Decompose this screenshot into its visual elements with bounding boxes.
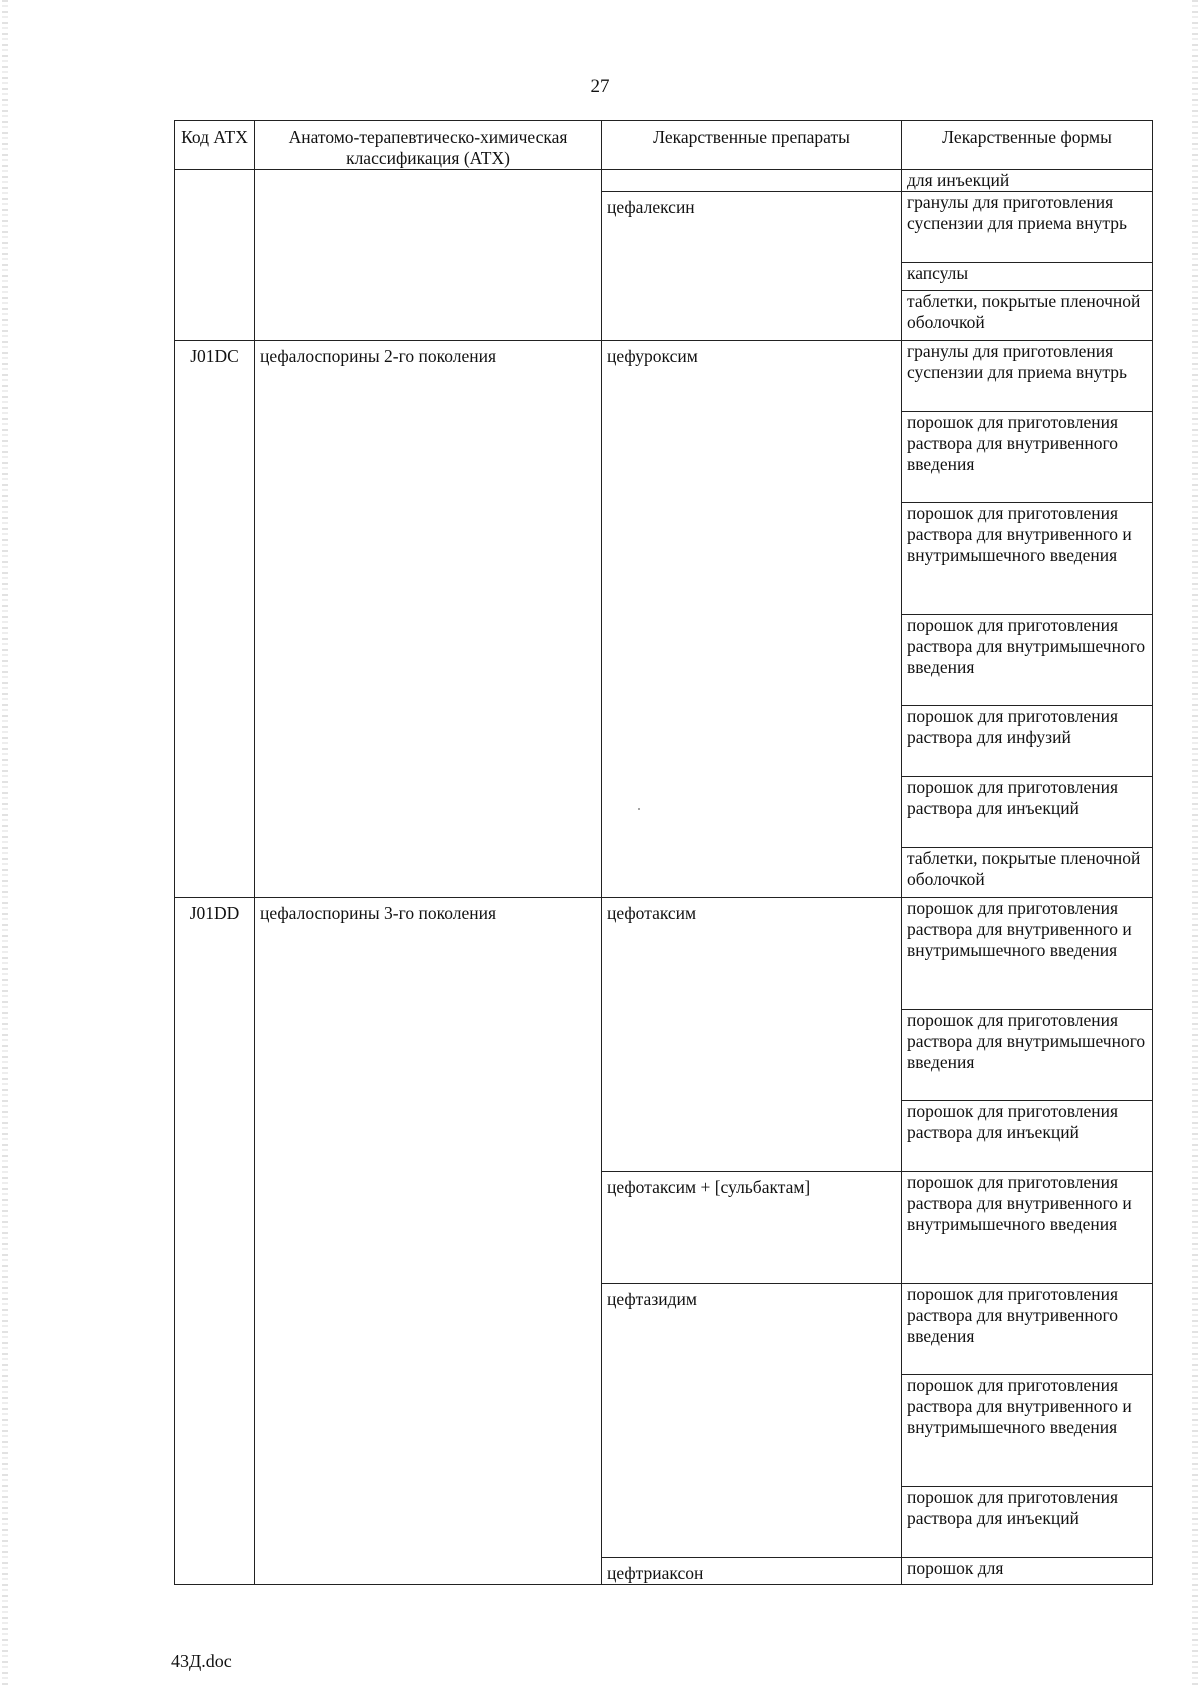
dosage-form-cell: порошок для приготовления раствора для внутривенного и внутримышечного введения bbox=[902, 898, 1153, 1010]
scan-edge-right bbox=[1192, 0, 1198, 1686]
atx-classification-cell: цефалоспорины 2-го поколения bbox=[255, 341, 602, 898]
footer-filename: 43Д.doc bbox=[171, 1651, 232, 1671]
atx-classification-cell bbox=[255, 170, 602, 341]
dosage-form-cell: порошок для приготовления раствора для внутривенного и внутримышечного введения bbox=[902, 1375, 1153, 1487]
drug-name-cell: цефтриаксон bbox=[602, 1558, 902, 1585]
dosage-form-cell: порошок для приготовления раствора для внутривенного введения bbox=[902, 412, 1153, 503]
header-forms: Лекарственные формы bbox=[902, 121, 1153, 170]
dosage-form-cell: порошок для приготовления раствора для инъекций bbox=[902, 777, 1153, 848]
page-number: 27 bbox=[590, 76, 610, 97]
scan-speck bbox=[638, 808, 640, 810]
dosage-form-cell: порошок для приготовления раствора для внутривенного введения bbox=[902, 1284, 1153, 1375]
drug-name-cell bbox=[602, 170, 902, 192]
table-body bbox=[175, 170, 1153, 1585]
dosage-form-cell: гранулы для приготовления суспензии для приема внутрь bbox=[902, 192, 1153, 263]
dosage-form-cell: таблетки, покрытые пленочной оболочкой bbox=[902, 291, 1153, 341]
dosage-form-cell: порошок для приготовления раствора для внутримышечного введения bbox=[902, 615, 1153, 706]
header-code: Код АТХ bbox=[175, 121, 255, 170]
dosage-form-cell: капсулы bbox=[902, 263, 1153, 291]
atx-classification-cell: цефалоспорины 3-го поколения bbox=[255, 898, 602, 1585]
atx-code-cell: J01DC bbox=[175, 341, 255, 898]
dosage-form-cell: порошок для bbox=[902, 1558, 1153, 1585]
atx-table bbox=[174, 120, 1153, 1585]
atx-code-cell: J01DD bbox=[175, 898, 255, 1585]
dosage-form-cell: порошок для приготовления раствора для инфузий bbox=[902, 706, 1153, 777]
table-row bbox=[175, 898, 1153, 1010]
dosage-form-cell: порошок для приготовления раствора для внутривенного и внутримышечного введения bbox=[902, 1172, 1153, 1284]
header-drugs: Лекарственные препараты bbox=[602, 121, 902, 170]
table-header-row bbox=[175, 121, 1153, 170]
dosage-form-cell: порошок для приготовления раствора для внутривенного и внутримышечного введения bbox=[902, 503, 1153, 615]
table-row bbox=[175, 341, 1153, 412]
scan-edge-left bbox=[2, 0, 8, 1686]
dosage-form-cell: для инъекций bbox=[902, 170, 1153, 192]
dosage-form-cell: таблетки, покрытые пленочной оболочкой bbox=[902, 848, 1153, 898]
drug-name-cell: цефалексин bbox=[602, 192, 902, 341]
header-classification: Анатомо-терапевтическо-химическая классификация (АТХ) bbox=[255, 121, 602, 170]
dosage-form-cell: порошок для приготовления раствора для инъекций bbox=[902, 1487, 1153, 1558]
atx-code-cell bbox=[175, 170, 255, 341]
drug-name-cell: цефуроксим bbox=[602, 341, 902, 898]
table-row bbox=[175, 170, 1153, 192]
dosage-form-cell: порошок для приготовления раствора для инъекций bbox=[902, 1101, 1153, 1172]
drug-name-cell: цефотаксим + [сульбактам] bbox=[602, 1172, 902, 1284]
dosage-form-cell: гранулы для приготовления суспензии для приема внутрь bbox=[902, 341, 1153, 412]
drug-name-cell: цефтазидим bbox=[602, 1284, 902, 1558]
dosage-form-cell: порошок для приготовления раствора для внутримышечного введения bbox=[902, 1010, 1153, 1101]
drug-name-cell: цефотаксим bbox=[602, 898, 902, 1172]
